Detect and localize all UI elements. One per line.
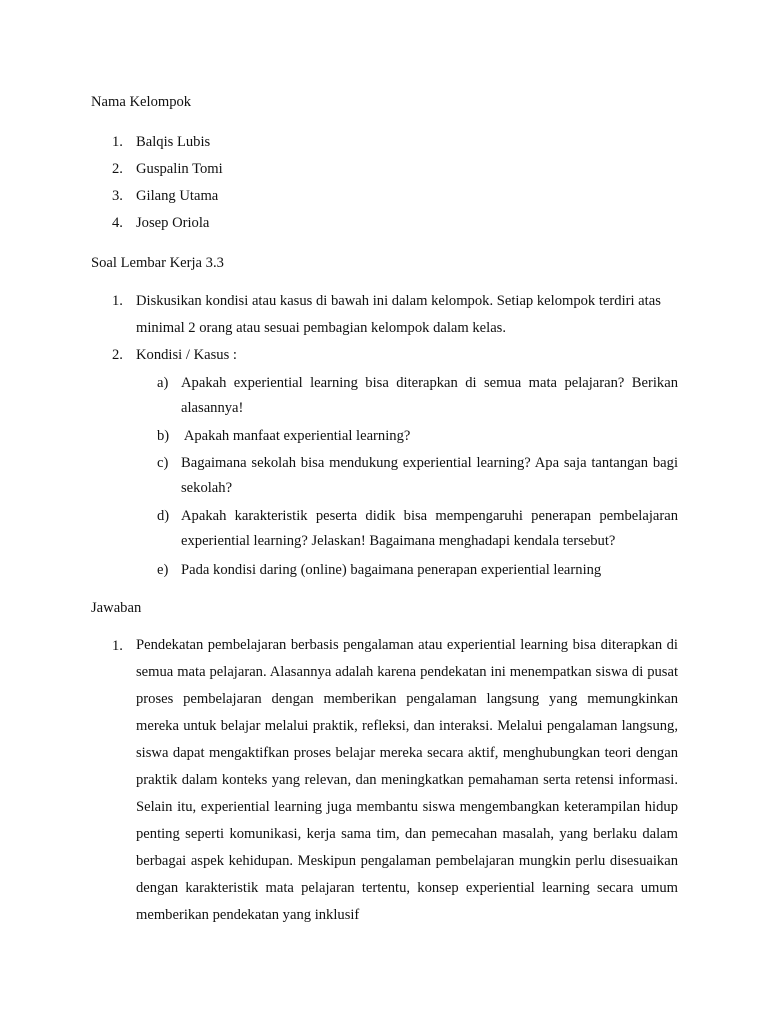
member-number: 3. — [112, 188, 123, 204]
member-name: Josep Oriola — [136, 215, 210, 231]
question-text: Apakah experiential learning bisa diterapkan di semua mata pelajaran? Berikan alasannya! — [181, 375, 678, 416]
question-label: e) — [157, 562, 169, 578]
member-number: 2. — [112, 161, 123, 177]
answer-title: Jawaban — [91, 600, 142, 616]
answer-text: Pendekatan pembelajaran berbasis pengalaman atau experiential learning bisa diterapkan di semua mata pelajaran. Alasannya adalah karena pendekatan ini menempatkan siswa di pusat proses pembelajaran dengan memberikan pengalaman langsung yang memungkinkan mereka untuk belajar melalui praktik, refleksi, dan interaksi. Melalui pengalaman langsung, siswa dapat mengaktifkan proses belajar mereka secara aktif, menghubungkan teori dengan praktik dalam konteks yang relevan, dan meningkatkan pemahaman serta retensi informasi. Selain itu, experiential learning juga membantu siswa mengembangkan keterampilan hidup penting seperti komunikasi, kerja sama tim, dan pemecahan masalah, yang berlaku dalam berbagai aspek kehidupan. Meskipun pengalaman pembelajaran mungkin perlu disesuaikan dengan karakteristik mata pelajaran tertentu, konsep experiential learning secara umum memberikan pendekatan yang inklusif — [136, 637, 678, 923]
member-name: Gilang Utama — [136, 188, 219, 204]
question-label: d) — [157, 508, 170, 524]
question-label: a) — [157, 375, 169, 391]
worksheet-title: Soal Lembar Kerja 3.3 — [91, 255, 224, 271]
instruction-text: Kondisi / Kasus : — [136, 347, 237, 363]
instruction-number: 2. — [112, 347, 123, 363]
member-number: 4. — [112, 215, 123, 231]
member-number: 1. — [112, 134, 123, 150]
question-label: c) — [157, 455, 169, 471]
answer-number: 1. — [112, 638, 123, 654]
question-text: Pada kondisi daring (online) bagaimana penerapan experiential learning — [181, 562, 602, 578]
group-title: Nama Kelompok — [91, 94, 192, 110]
question-text: Apakah manfaat experiential learning? — [181, 428, 411, 444]
question-text: Bagaimana sekolah bisa mendukung experiential learning? Apa saja tantangan bagi sekolah? — [181, 455, 678, 496]
instruction-number: 1. — [112, 293, 123, 309]
member-name: Guspalin Tomi — [136, 161, 223, 177]
member-name: Balqis Lubis — [136, 134, 211, 150]
instruction-text: Diskusikan kondisi atau kasus di bawah ini dalam kelompok. Setiap kelompok terdiri atas minimal 2 orang atau sesuai pembagian kelompok dalam kelas. — [136, 293, 661, 336]
question-label: b) — [157, 428, 170, 444]
question-text: Apakah karakteristik peserta didik bisa mempengaruhi penerapan pembelajaran experiential learning? Jelaskan! Bagaimana menghadapi kendala tersebut? — [181, 508, 678, 549]
